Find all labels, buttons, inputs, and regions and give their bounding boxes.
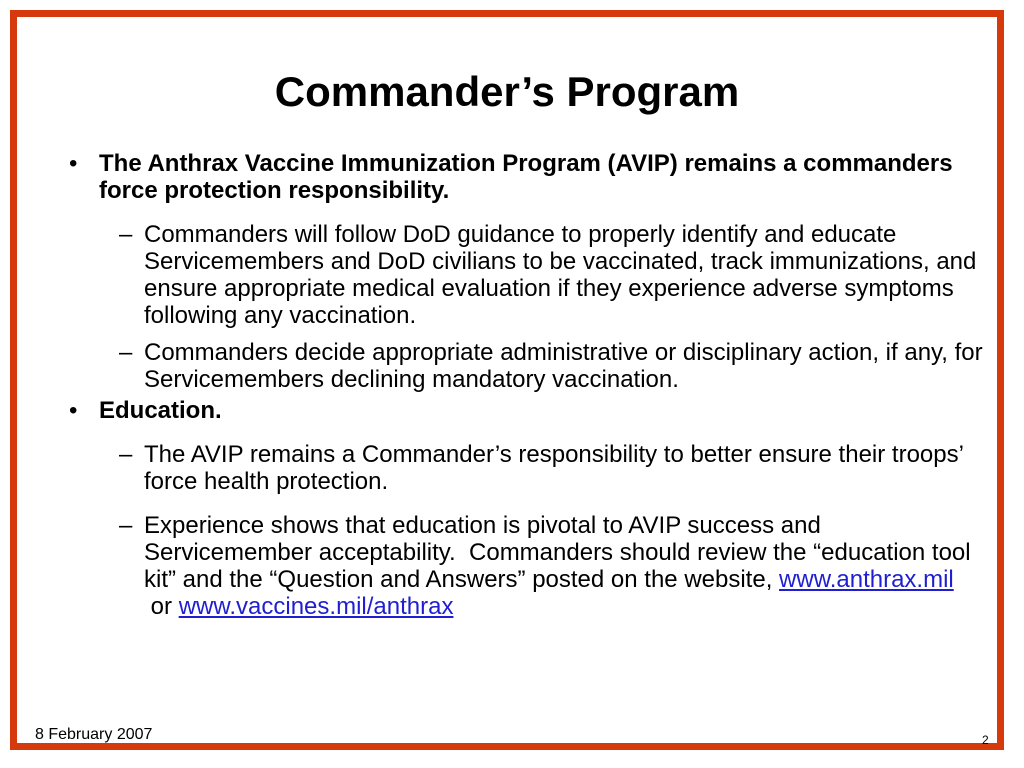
bullet-text: Education. xyxy=(99,397,222,424)
sub-bullet-text: Commanders will follow DoD guidance to properly identify and educate Servicemembers and DoD civilians to be vaccinated, track immunizations, and ensure appropriate medical evaluation if they experience adverse symptoms following any vaccination. xyxy=(144,221,977,329)
sub-bullet-text: Commanders decide appropriate administrative or disciplinary action, if any, for Servicemembers declining mandatory vaccination. xyxy=(144,339,983,393)
dash-marker: – xyxy=(119,339,133,366)
slide-content xyxy=(62,150,992,620)
dash-marker: – xyxy=(119,221,133,248)
dash-marker: – xyxy=(119,512,133,539)
slide-frame xyxy=(10,10,1004,750)
bullet-marker: • xyxy=(69,397,78,424)
bullet-item xyxy=(62,397,992,424)
sub-bullet-text: Experience shows that education is pivotal to AVIP success and Servicemember acceptability. Commanders should review the “education tool kit” and the “Question and Answers” posted on the website, xyxy=(144,512,978,593)
anthrax-website-link[interactable]: www.anthrax.mil xyxy=(779,566,954,593)
link-connector: or xyxy=(144,593,179,620)
page-number: 2 xyxy=(982,733,989,747)
slide-title: Commander’s Program xyxy=(274,68,740,115)
sub-bullet-item xyxy=(62,339,992,393)
bullet-item xyxy=(62,150,992,204)
sub-bullet-item xyxy=(62,512,992,620)
dash-marker: – xyxy=(119,441,133,468)
bullet-text: The Anthrax Vaccine Immunization Program (AVIP) remains a commanders force protection responsibility. xyxy=(99,150,953,204)
footer-date: 8 February 2007 xyxy=(35,726,153,743)
sub-bullet-item xyxy=(62,221,992,329)
sub-bullet-item xyxy=(62,441,992,495)
vaccines-website-link[interactable]: www.vaccines.mil/anthrax xyxy=(178,593,454,620)
bullet-marker: • xyxy=(69,150,78,177)
sub-bullet-text: The AVIP remains a Commander’s responsibility to better ensure their troops’ force health protection. xyxy=(144,441,964,495)
